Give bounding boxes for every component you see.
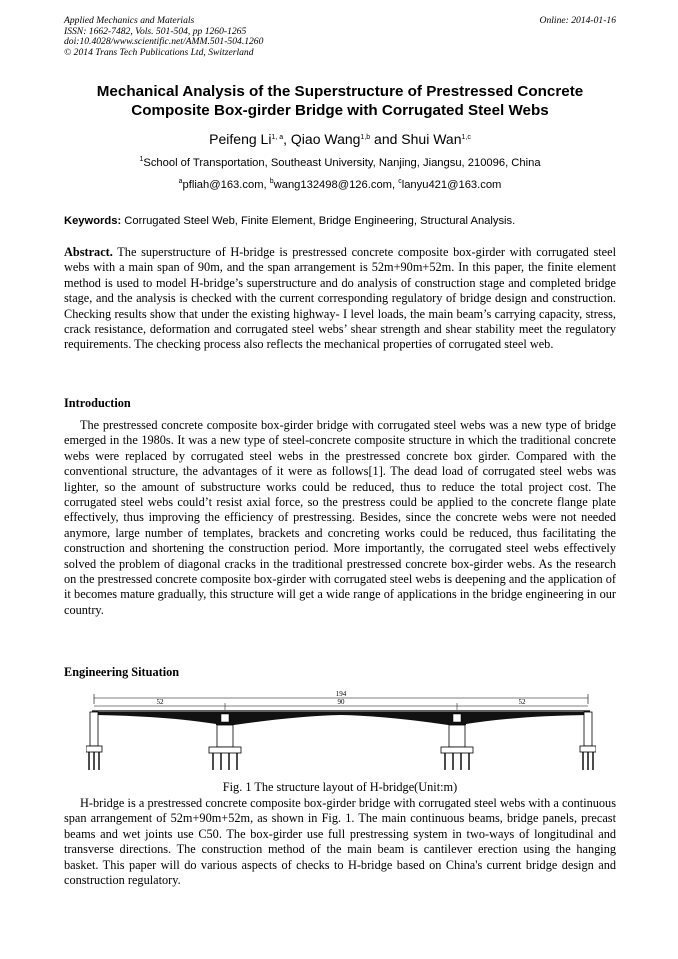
introduction-text: The prestressed concrete composite box-girder bridge with corrugated steel webs was a new type of bridge emerged in the 1980s. It was a new type of steel-concrete composite structure in which the traditional concrete webs were replaced by corrugated steel webs in the prestressed concrete box girder. Compared with the conventional structure, the advantages of it were as follows[1]. The dead load of corrugated steel webs was lighter, so the amount of substructure works could be reduced, thus to reduce the total project cost. The corrugated steel webs could’t resist axial force, so the prestress could be applied to the concrete flange plate effectively, thus improving the efficiency of prestressing. Besides, since the concrete webs were not needed anymore, large number of templates, brackets and concreting works could be reduced, thus facilitating the construction and shortening the construction period. More importantly, the corrugated steel webs effectively solved the problem of diagonal cracks in the traditional prestressed concrete box-girder webs. As the research on the prestressed concrete composite box-girder with corrugated steel webs is deepening and the application of it becomes mature gradually, this structure will get a wide range of applications in the bridge engineering in our country. (64, 418, 616, 617)
author-3-affil: 1,c (461, 134, 471, 141)
abutment-left (86, 712, 102, 770)
email-c: lanyu421@163.com (401, 179, 502, 191)
introduction-heading: Introduction (64, 396, 131, 410)
author-1: Peifeng Li (209, 131, 272, 147)
bridge-layout-drawing (86, 690, 596, 774)
keywords (64, 214, 616, 228)
paper-title (64, 82, 616, 120)
journal-header (64, 16, 616, 58)
journal-issn: ISSN: 1662-7482, Vols. 501-504, pp 1260-1265 (64, 25, 247, 37)
author-2-affil: 1,b (360, 134, 371, 141)
span-label-left: 52 (156, 698, 164, 706)
abutment-right (580, 712, 596, 770)
author-separator: , (283, 131, 291, 147)
email-b: wang132498@126.com, (273, 179, 399, 191)
total-length-label: 194 (335, 690, 347, 698)
email-a-marker: a (178, 178, 183, 185)
abstract (64, 245, 616, 353)
email-a: pfliah@163.com, (182, 179, 270, 191)
online-date: Online: 2014-01-16 (539, 15, 616, 26)
author-list (64, 131, 616, 147)
title-line-1: Mechanical Analysis of the Superstructure of Prestressed Concrete (96, 83, 584, 100)
bridge-layout-figure (86, 690, 596, 774)
affiliation-text: School of Transportation, Southeast University, Nanjing, Jiangsu, 210096, China (143, 157, 541, 169)
author-1-affil: 1, a (271, 134, 284, 141)
span-label-main: 90 (337, 698, 345, 706)
abstract-label: Abstract. (64, 245, 113, 259)
abstract-text: The superstructure of H-bridge is prestressed concrete composite box-girder with corrugated steel webs with a main span of 90m, and the span arrangement is 52m+90m+52m. In this paper, the finite element method is used to model H-bridge’s superstructure and do analysis of construction stage and completed bridge stage, and the analysis is checked with the current corresponding regulatory of bridge design and construction. Checking results show that under the existing highway- I level loads, the main beam’s carrying capacity, stress, crack resistance, deformation and corrugated steel webs’ shear strength and shear stability meet the regulatory requirements. The checking process also reflects the mechanical properties of corrugated steel web. (64, 245, 616, 352)
affiliation-marker: 1 (139, 156, 144, 163)
title-line-2: Composite Box-girder Bridge with Corrugated Steel Webs (131, 102, 549, 119)
girder-left-span (96, 712, 216, 724)
journal-doi: doi:10.4028/www.scientific.net/AMM.501-504.1260 (64, 36, 264, 48)
girder-right-span (466, 712, 586, 724)
girder-main-span (234, 712, 448, 725)
pier-1 (209, 725, 241, 770)
engineering-situation-heading: Engineering Situation (64, 665, 180, 679)
span-label-right: 52 (518, 698, 526, 706)
engineering-situation-text: H-bridge is a prestressed concrete composite box-girder bridge with corrugated steel webs with a continuous span arrangement of 52m+90m+52m, as shown in Fig. 1. The main continuous beams, bridge panels, precast beams and wet joints use C50. The box-girder use full prestressing system in two-ways of longitudinal and transverse directions. The construction method of the main beam is cantilever erection using the hanging basket. This paper will do various aspects of checks to H-bridge based on China's current bridge design and construction regulatory. (64, 796, 616, 888)
pier-2 (441, 725, 473, 770)
email-b-marker: b (269, 178, 274, 185)
journal-name: Applied Mechanics and Materials (64, 15, 195, 26)
author-emails (64, 178, 616, 192)
figure-caption: Fig. 1 The structure layout of H-bridge(Unit:m) (222, 780, 458, 794)
author-separator: and (370, 131, 402, 147)
author-2: Qiao Wang (290, 131, 361, 147)
affiliation (64, 156, 616, 170)
keywords-text: Corrugated Steel Web, Finite Element, Bridge Engineering, Structural Analysis. (121, 215, 516, 227)
email-c-marker: c (398, 178, 402, 185)
keywords-label: Keywords: (64, 215, 122, 227)
journal-copyright: © 2014 Trans Tech Publications Ltd, Switzerland (64, 46, 254, 58)
author-3: Shui Wan (401, 131, 462, 147)
